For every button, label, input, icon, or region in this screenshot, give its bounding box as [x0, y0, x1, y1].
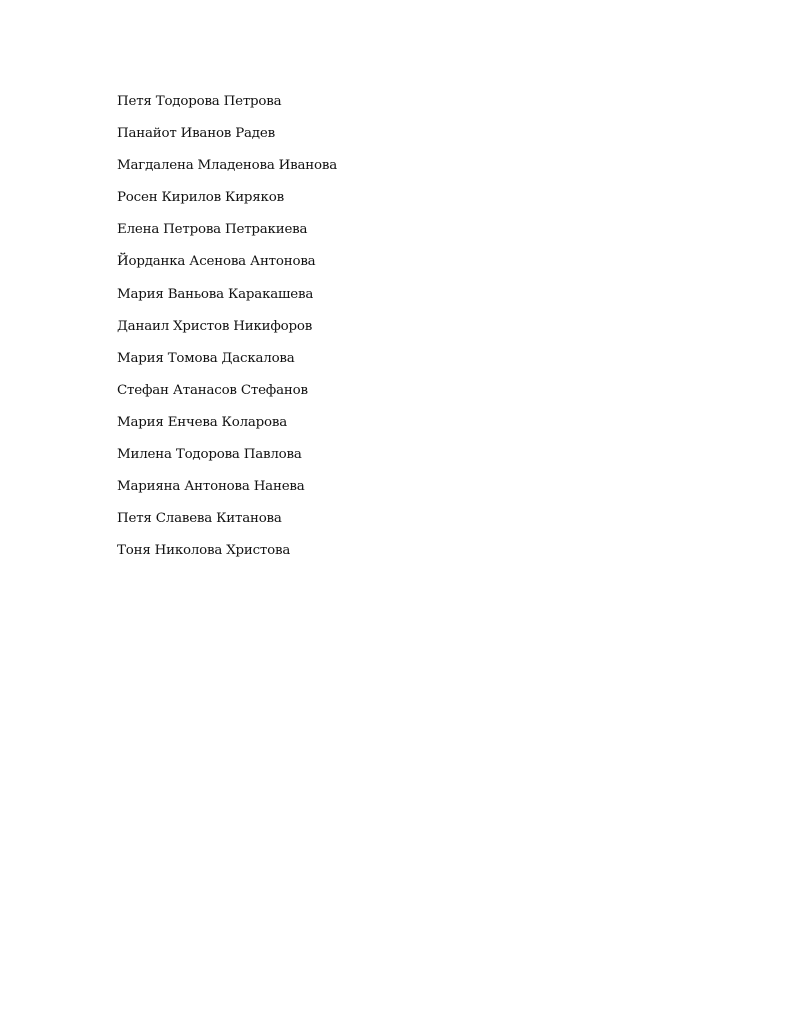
- name-item: Панайот Иванов Радев: [117, 126, 275, 142]
- name-item: Милена Тодорова Павлова: [117, 447, 302, 463]
- name-item: Данаил Христов Никифоров: [117, 318, 313, 334]
- name-item: Елена Петрова Петракиева: [117, 222, 308, 238]
- name-item: Мария Томова Даскалова: [117, 350, 295, 366]
- name-item: Петя Славева Китанова: [117, 511, 282, 527]
- name-item: Йорданка Асенова Антонова: [117, 254, 316, 270]
- name-item: Тоня Николова Христова: [117, 543, 291, 559]
- name-item: Стефан Атанасов Стефанов: [117, 382, 308, 398]
- name-item: Магдалена Младенова Иванова: [117, 158, 337, 174]
- name-item: Росен Кирилов Киряков: [117, 190, 284, 206]
- name-list: [117, 92, 337, 573]
- name-item: Петя Тодорова Петрова: [117, 94, 282, 109]
- name-item: Марияна Антонова Нанева: [117, 479, 305, 495]
- name-item: Мария Ваньова Каракашева: [117, 286, 314, 302]
- name-item: Мария Енчева Коларова: [117, 414, 288, 430]
